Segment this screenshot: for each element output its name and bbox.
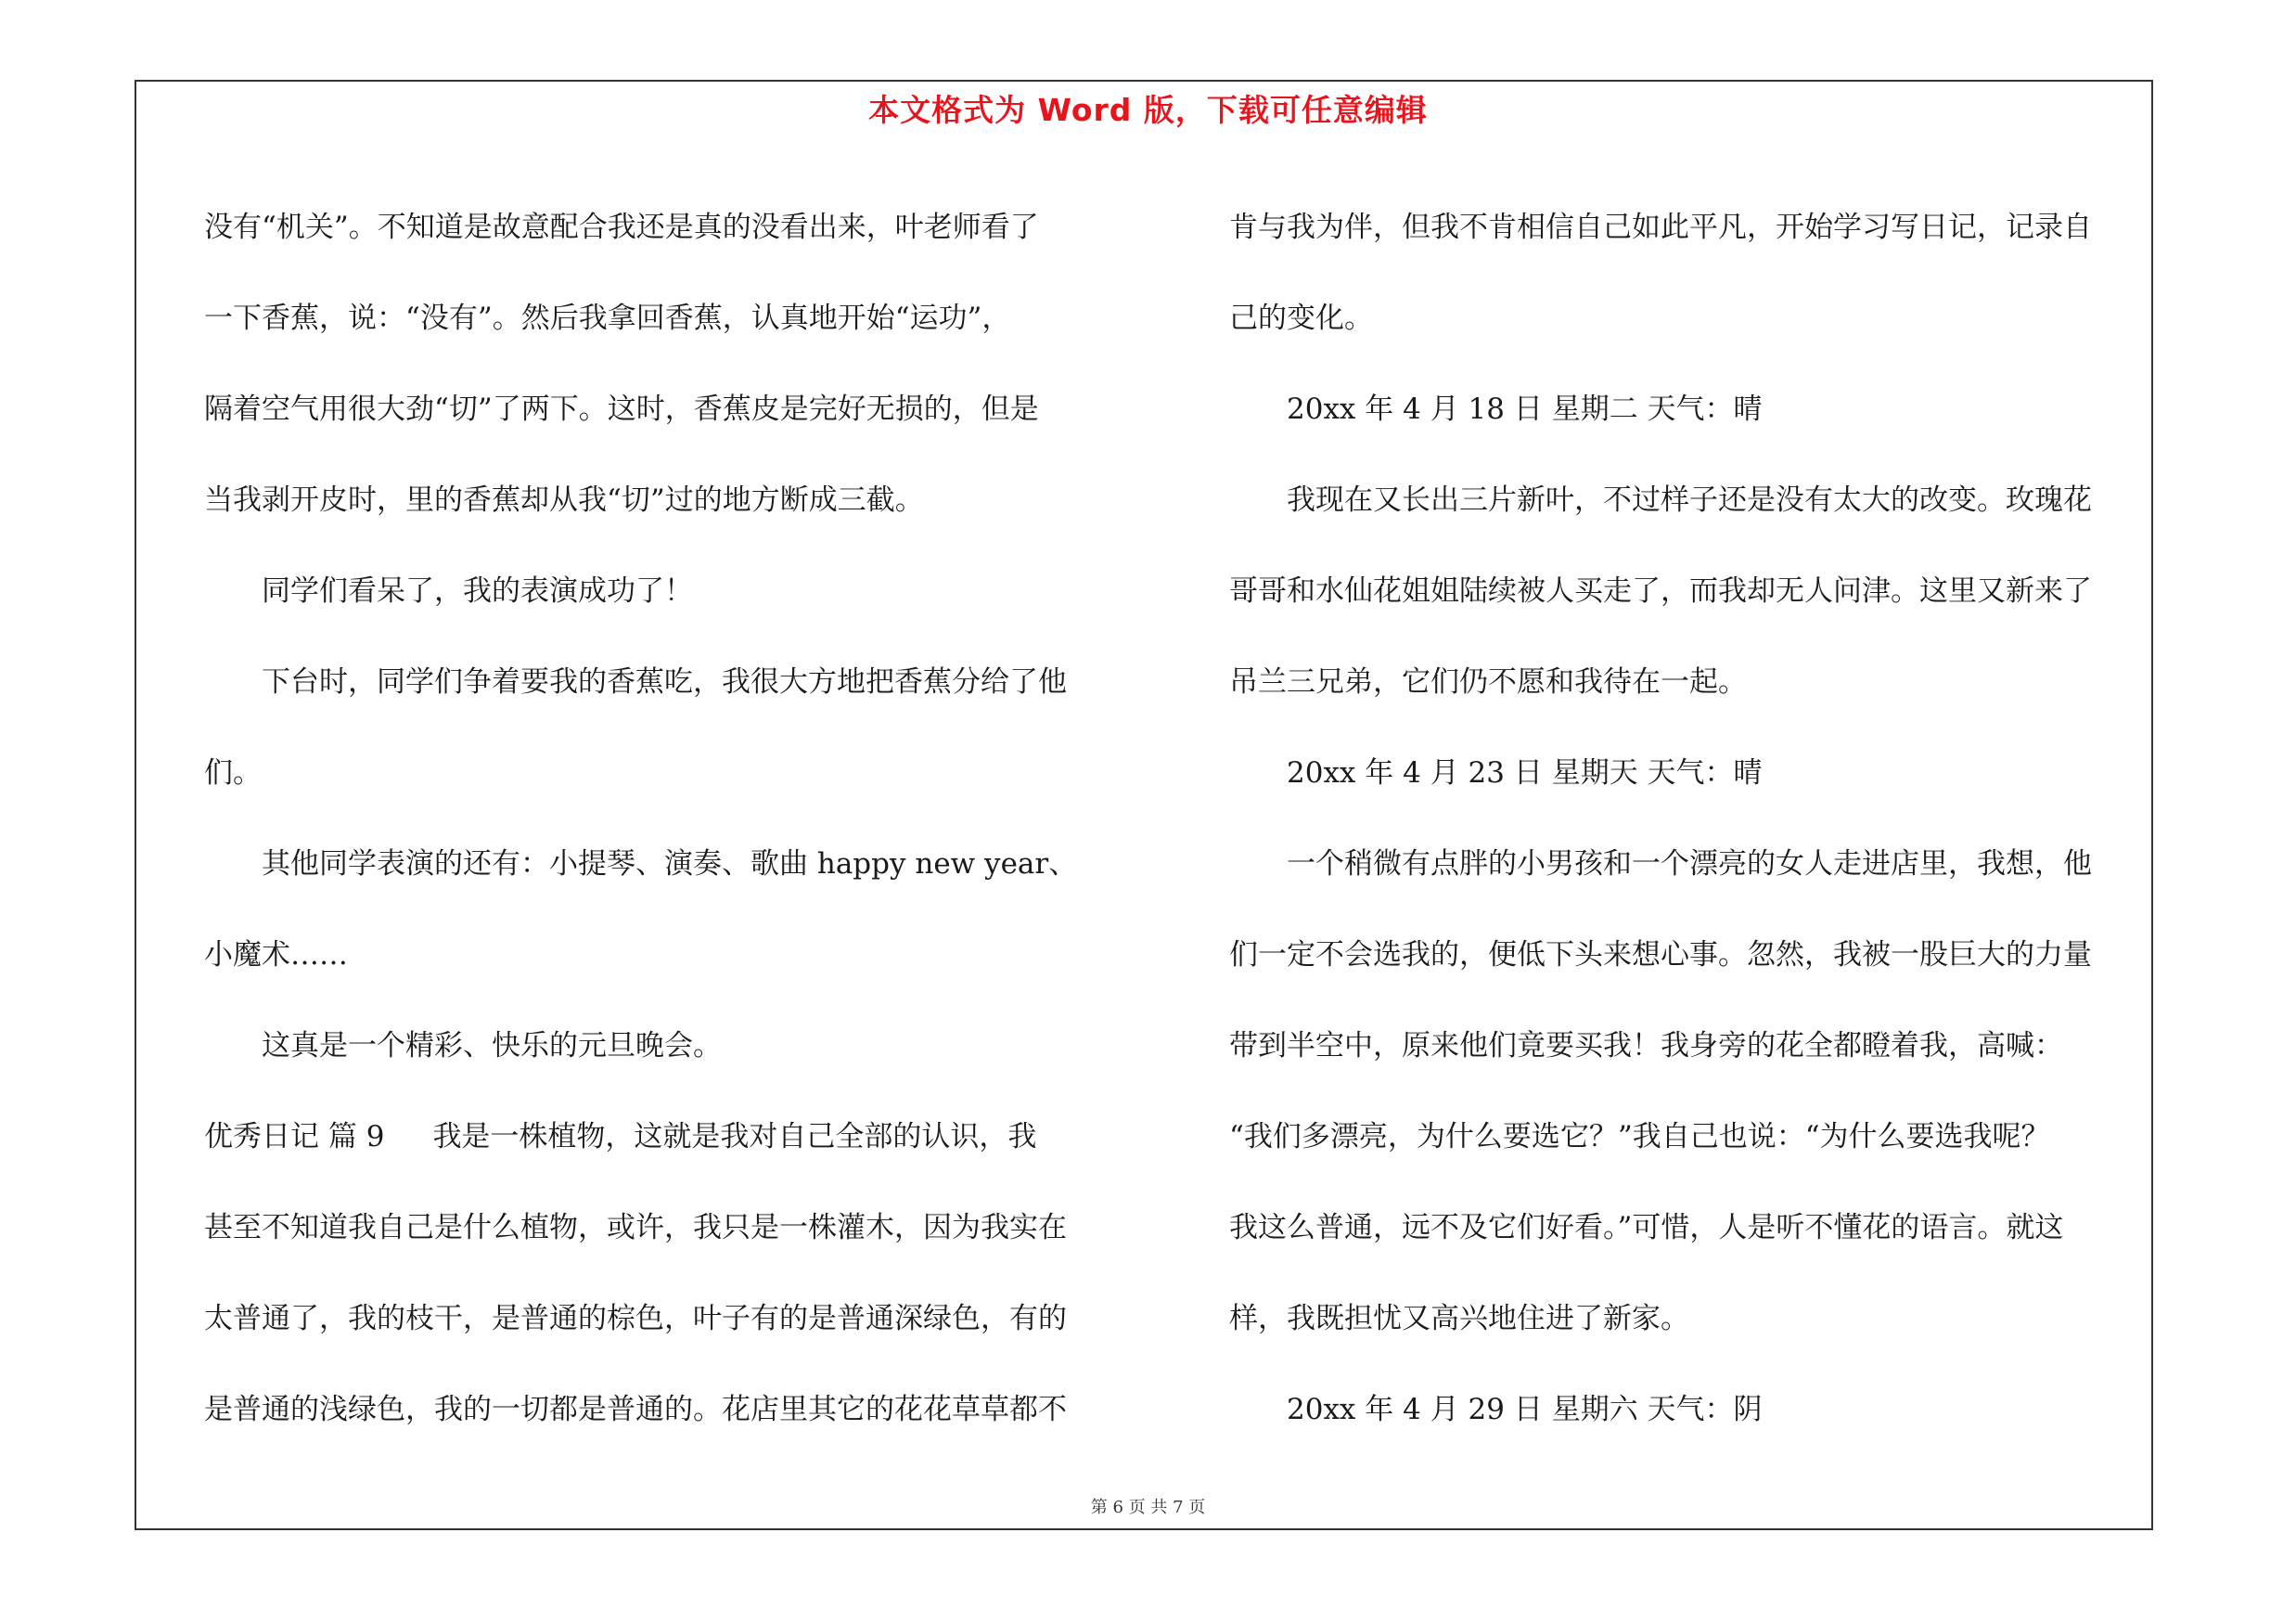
right-text-column [1229, 182, 2175, 1455]
paragraph-line: 其他同学表演的还有：小提琴、演奏、歌曲 happy new year、 [262, 847, 1078, 881]
paragraph-line: 当我剥开皮时，里的香蕉却从我“切”过的地方断成三截。 [204, 483, 924, 517]
paragraph-line: 我现在又长出三片新叶，不过样子还是没有太大的改变。玫瑰花 [1287, 483, 2092, 517]
paragraph-line: 是普通的浅绿色，我的一切都是普通的。花店里其它的花花草草都不 [204, 1393, 1067, 1426]
section-title: 优秀日记 篇 9 [204, 1120, 385, 1153]
paragraph-line: 们。 [204, 756, 262, 790]
paragraph-line: 太普通了，我的枝干，是普通的棕色，叶子有的是普通深绿色，有的 [204, 1302, 1067, 1335]
paragraph-line: 一下香蕉，说：“没有”。然后我拿回香蕉，认真地开始“运功”， [204, 302, 1011, 335]
paragraph-line: 没有“机关”。不知道是故意配合我还是真的没看出来，叶老师看了 [204, 211, 1039, 244]
paragraph-line: 小魔术…… [204, 938, 348, 972]
paragraph-line: 吊兰三兄弟，它们仍不愿和我待在一起。 [1229, 665, 1747, 699]
paragraph-line: 下台时，同学们争着要我的香蕉吃，我很大方地把香蕉分给了他 [262, 665, 1067, 699]
diary-date-line: 20xx 年 4 月 18 日 星期二 天气：晴 [1287, 393, 1763, 426]
section-heading-line [204, 1091, 1141, 1182]
paragraph-line: 我是一株植物，这就是我对自己全部的认识，我 [432, 1120, 1037, 1153]
word-format-banner: 本文格式为 Word 版，下载可任意编辑 [868, 92, 1428, 128]
paragraph-line: 哥哥和水仙花姐姐陆续被人买走了，而我却无人问津。这里又新来了 [1229, 574, 2092, 608]
diary-date-line: 20xx 年 4 月 29 日 星期六 天气：阴 [1287, 1393, 1763, 1426]
left-text-column [204, 182, 1141, 1455]
paragraph-line: 一个稍微有点胖的小男孩和一个漂亮的女人走进店里，我想，他 [1287, 847, 2092, 881]
paragraph-line: 同学们看呆了，我的表演成功了！ [262, 574, 693, 608]
page-number-footer: 第 6 页 共 7 页 [1090, 1498, 1206, 1517]
paragraph-line: 隔着空气用很大劲“切”了两下。这时，香蕉皮是完好无损的，但是 [204, 393, 1039, 426]
paragraph-line: 己的变化。 [1229, 302, 1373, 335]
paragraph-line: 样，我既担忧又高兴地住进了新家。 [1229, 1302, 1689, 1335]
paragraph-line: 甚至不知道我自己是什么植物，或许，我只是一株灌木，因为我实在 [204, 1211, 1067, 1244]
paragraph-line: 这真是一个精彩、快乐的元旦晚会。 [262, 1029, 722, 1063]
paragraph-line: “我们多漂亮，为什么要选它？”我自己也说：“为什么要选我呢？ [1229, 1120, 2050, 1153]
paragraph-line: 们一定不会选我的，便低下头来想心事。忽然，我被一股巨大的力量 [1229, 938, 2092, 972]
paragraph-line: 肯与我为伴，但我不肯相信自己如此平凡，开始学习写日记，记录自 [1229, 211, 2092, 244]
paragraph-line: 带到半空中，原来他们竟要买我！我身旁的花全都瞪着我，高喊： [1229, 1029, 2063, 1063]
paragraph-line: 我这么普通，远不及它们好看。”可惜，人是听不懂花的语言。就这 [1229, 1211, 2064, 1244]
diary-date-line: 20xx 年 4 月 23 日 星期天 天气：晴 [1287, 756, 1763, 790]
